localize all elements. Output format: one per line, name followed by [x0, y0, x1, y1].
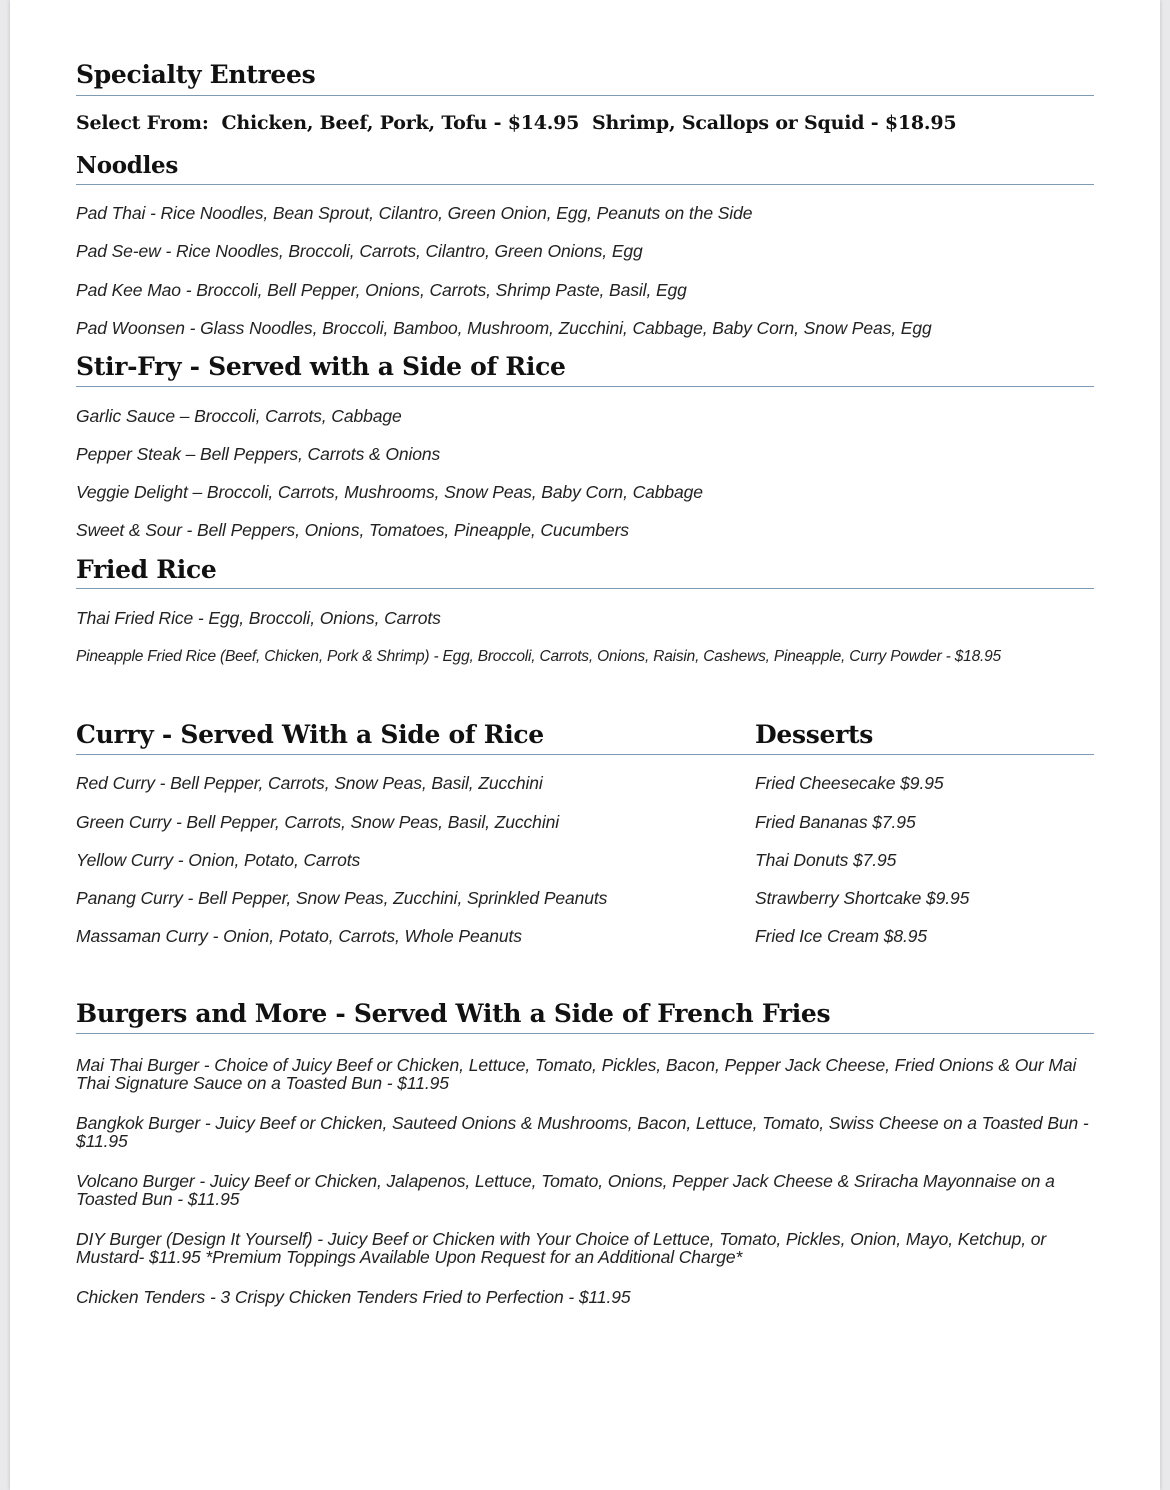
burger-item-mai-thai: Mai Thai Burger - Choice of Juicy Beef or Chicken, Lettuce, Tomato, Pickles, Bacon, Pepper Jack Cheese, Fried Onions & Our Mai Thai Signature Sauce on a Toasted Bun - $11.95	[76, 1055, 1077, 1093]
noodle-item-pad-se-ew: Pad Se-ew - Rice Noodles, Broccoli, Carrots, Cilantro, Green Onions, Egg	[76, 241, 643, 261]
stirfry-item-veggie-delight: Veggie Delight – Broccoli, Carrots, Mushrooms, Snow Peas, Baby Corn, Cabbage	[76, 482, 703, 502]
curry-desserts-rule	[76, 754, 1094, 755]
friedrice-item-pineapple: Pineapple Fried Rice (Beef, Chicken, Pork & Shrimp) - Egg, Broccoli, Carrots, Onions, Raisin, Cashews, Pineapple, Curry Powder - $18.95	[76, 648, 1001, 665]
dessert-item-fried-ice-cream: Fried Ice Cream $8.95	[755, 926, 928, 946]
dessert-item-strawberry-shortcake: Strawberry Shortcake $9.95	[755, 888, 970, 908]
noodle-item-pad-thai: Pad Thai - Rice Noodles, Bean Sprout, Cilantro, Green Onion, Egg, Peanuts on the Side	[76, 203, 753, 223]
burger-item-bangkok: Bangkok Burger - Juicy Beef or Chicken, Sauteed Onions & Mushrooms, Bacon, Lettuce, Tomato, Swiss Cheese on a Toasted Bun - $11.95	[76, 1113, 1089, 1151]
dessert-item-fried-bananas: Fried Bananas $7.95	[755, 812, 916, 832]
burgers-rule	[76, 1033, 1094, 1034]
noodle-item-pad-kee-mao: Pad Kee Mao - Broccoli, Bell Pepper, Onions, Carrots, Shrimp Paste, Basil, Egg	[76, 280, 687, 300]
curry-item-red: Red Curry - Bell Pepper, Carrots, Snow Peas, Basil, Zucchini	[76, 773, 543, 793]
stirfry-heading: Stir-Fry - Served with a Side of Rice	[76, 352, 566, 381]
menu-page	[10, 0, 1160, 1490]
friedrice-item-thai: Thai Fried Rice - Egg, Broccoli, Onions, Carrots	[76, 608, 441, 628]
noodles-rule	[76, 184, 1094, 185]
burger-item-volcano: Volcano Burger - Juicy Beef or Chicken, Jalapenos, Lettuce, Tomato, Onions, Pepper Jack Cheese & Sriracha Mayonnaise on a Toasted Bun - $11.95	[76, 1171, 1055, 1209]
burgers-heading: Burgers and More - Served With a Side of French Fries	[76, 999, 831, 1028]
select-from-pricing: Select From: Chicken, Beef, Pork, Tofu - $14.95 Shrimp, Scallops or Squid - $18.95	[76, 112, 957, 134]
stirfry-rule	[76, 386, 1094, 387]
curry-item-green: Green Curry - Bell Pepper, Carrots, Snow Peas, Basil, Zucchini	[76, 812, 560, 832]
dessert-item-thai-donuts: Thai Donuts $7.95	[755, 850, 897, 870]
curry-item-panang: Panang Curry - Bell Pepper, Snow Peas, Zucchini, Sprinkled Peanuts	[76, 888, 608, 908]
stirfry-item-sweet-sour: Sweet & Sour - Bell Peppers, Onions, Tomatoes, Pineapple, Cucumbers	[76, 520, 629, 540]
burger-item-chicken-tenders: Chicken Tenders - 3 Crispy Chicken Tenders Fried to Perfection - $11.95	[76, 1287, 631, 1307]
friedrice-heading: Fried Rice	[76, 555, 217, 584]
dessert-item-fried-cheesecake: Fried Cheesecake $9.95	[755, 773, 944, 793]
noodles-heading: Noodles	[76, 152, 179, 179]
stirfry-item-garlic-sauce: Garlic Sauce – Broccoli, Carrots, Cabbage	[76, 406, 402, 426]
specialty-entrees-heading: Specialty Entrees	[76, 60, 316, 89]
stirfry-item-pepper-steak: Pepper Steak – Bell Peppers, Carrots & Onions	[76, 444, 441, 464]
desserts-heading: Desserts	[755, 720, 874, 749]
friedrice-rule	[76, 588, 1094, 589]
curry-item-massaman: Massaman Curry - Onion, Potato, Carrots, Whole Peanuts	[76, 926, 522, 946]
curry-heading: Curry - Served With a Side of Rice	[76, 720, 544, 749]
burger-item-diy: DIY Burger (Design It Yourself) - Juicy Beef or Chicken with Your Choice of Lettuce, Tomato, Pickles, Onion, Mayo, Ketchup, or Mustard- $11.95 *Premium Toppings Available Upon Request for an Additional Charge*	[76, 1229, 1047, 1267]
curry-item-yellow: Yellow Curry - Onion, Potato, Carrots	[76, 850, 361, 870]
noodle-item-pad-woonsen: Pad Woonsen - Glass Noodles, Broccoli, Bamboo, Mushroom, Zucchini, Cabbage, Baby Corn, Snow Peas, Egg	[76, 318, 932, 338]
specialty-rule	[76, 95, 1094, 96]
